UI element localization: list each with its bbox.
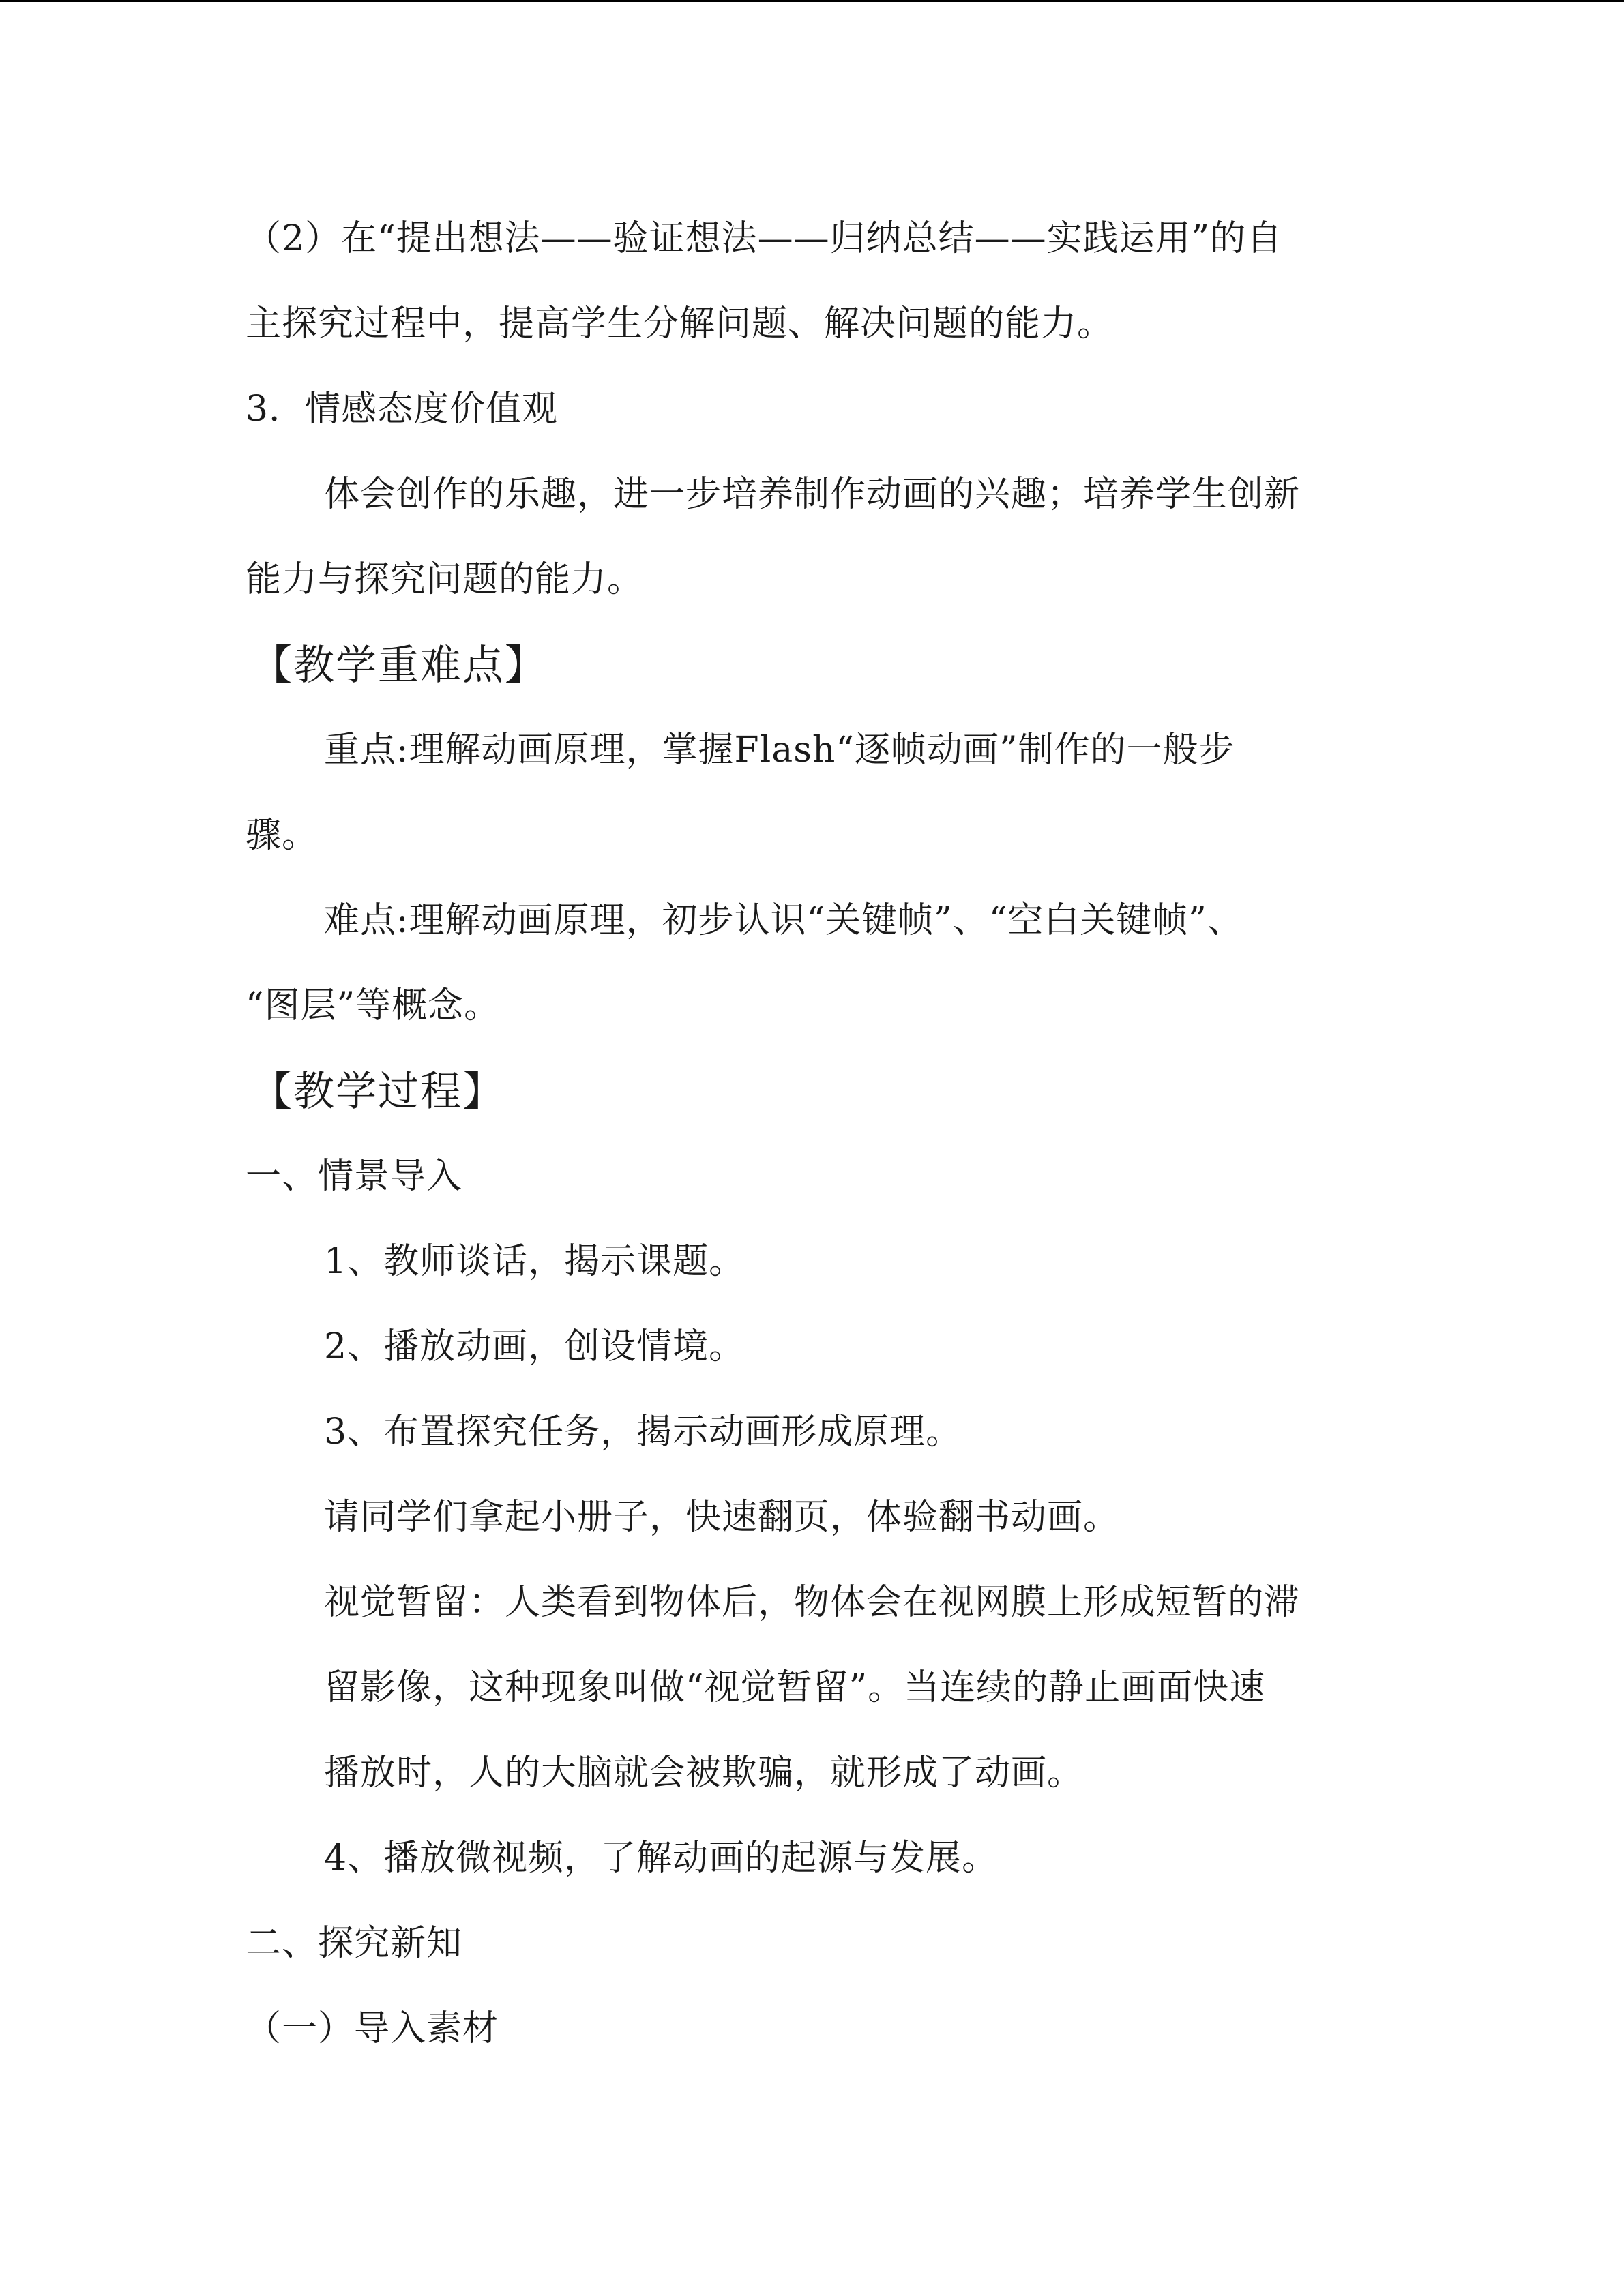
text-line: 难点:理解动画原理，初步认识“关键帧”、“空白关键帧”、: [324, 900, 1243, 941]
text-line: 主探究过程中，提高学生分解问题、解决问题的能力。: [246, 303, 1114, 344]
text-line: “图层”等概念。: [246, 985, 501, 1026]
text-line: （2）在“提出想法——验证想法——归纳总结——实践运用”的自: [246, 218, 1283, 259]
text-line: 播放时，人的大脑就会被欺骗，就形成了动画。: [324, 1753, 1084, 1793]
section-heading: 【教学重难点】: [251, 642, 547, 689]
text-line: 重点:理解动画原理，掌握Flash“逐帧动画”制作的一般步: [324, 730, 1235, 771]
text-line: 体会创作的乐趣，进一步培养制作动画的兴趣；培养学生创新: [324, 474, 1301, 515]
text-line: 视觉暂留：人类看到物体后，物体会在视网膜上形成短暂的滞: [324, 1582, 1301, 1623]
text-line: 3．情感态度价值观: [246, 389, 559, 430]
text-line: 2、播放动画，创设情境。: [324, 1326, 745, 1367]
text-line: 能力与探究问题的能力。: [246, 559, 644, 600]
text-line: 骤。: [246, 815, 319, 856]
text-line: 3、布置探究任务，揭示动画形成原理。: [324, 1412, 962, 1452]
text-line: 请同学们拿起小册子，快速翻页，体验翻书动画。: [324, 1497, 1120, 1538]
text-line: 4、播放微视频，了解动画的起源与发展。: [324, 1838, 999, 1879]
text-line: 二、探究新知: [246, 1923, 463, 1964]
text-line: 留影像，这种现象叫做“视觉暂留”。当连续的静止画面快速: [324, 1667, 1266, 1708]
text-line: 1、教师谈话，揭示课题。: [324, 1241, 745, 1282]
section-heading: 【教学过程】: [251, 1068, 505, 1116]
text-line: 一、情景导入: [246, 1156, 463, 1197]
text-line: （一）导入素材: [246, 2008, 499, 2049]
